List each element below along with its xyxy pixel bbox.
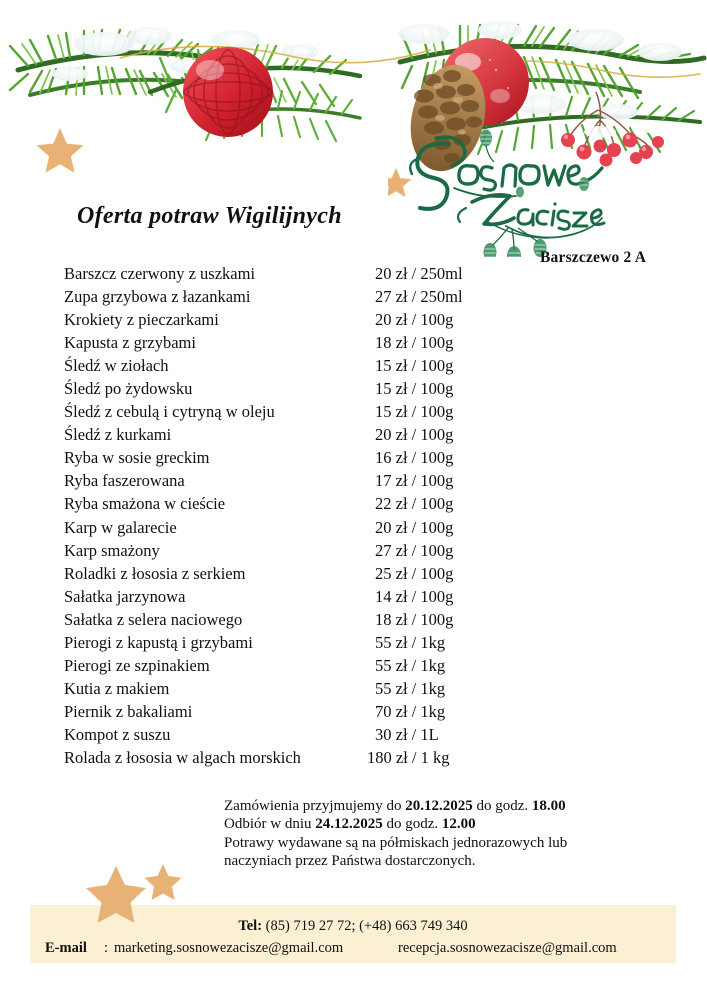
menu-item-price: 14 zł / 100g bbox=[375, 586, 454, 606]
tan-star-small bbox=[145, 864, 182, 900]
menu-item-price: 70 zł / 1kg bbox=[375, 701, 446, 721]
menu-item-price: 18 zł / 100g bbox=[375, 333, 454, 353]
tan-star-logo bbox=[388, 168, 411, 197]
menu-item-name: Śledź po żydowsku bbox=[64, 379, 193, 399]
email-label: E-mail bbox=[45, 940, 87, 956]
menu-item-price: 15 zł / 100g bbox=[375, 402, 454, 422]
menu-row bbox=[64, 541, 534, 564]
menu-list bbox=[64, 264, 534, 771]
menu-item-name: Sałatka z selera naciowego bbox=[64, 609, 243, 629]
email-colon: : bbox=[104, 940, 109, 956]
menu-item-name: Ryba smażona w cieście bbox=[64, 494, 226, 514]
menu-row bbox=[64, 264, 534, 287]
menu-item-price: 25 zł / 100g bbox=[375, 563, 454, 583]
menu-item-name: Sałatka jarzynowa bbox=[64, 586, 186, 606]
menu-item-price: 20 zł / 100g bbox=[375, 517, 454, 537]
menu-row bbox=[64, 725, 534, 748]
menu-item-name: Śledź z cebulą i cytryną w oleju bbox=[64, 402, 275, 422]
menu-row bbox=[64, 610, 534, 633]
menu-item-price: 27 zł / 100g bbox=[375, 540, 454, 560]
brand-logo bbox=[388, 122, 618, 257]
menu-item-price: 20 zł / 100g bbox=[375, 310, 454, 330]
pickup-time: 12.00 bbox=[441, 816, 476, 833]
menu-item-name: Kompot z suszu bbox=[64, 724, 171, 744]
menu-item-price: 55 zł / 1kg bbox=[375, 678, 446, 698]
menu-row bbox=[64, 633, 534, 656]
menu-item-name: Krokiety z pieczarkami bbox=[64, 310, 219, 330]
menu-item-name: Kapusta z grzybami bbox=[64, 333, 196, 353]
menu-row bbox=[64, 333, 534, 356]
menu-row bbox=[64, 494, 534, 517]
serving-note-line-2: naczyniach przez Państwa dostarczonych. bbox=[224, 852, 476, 869]
menu-item-name: Pierogi ze szpinakiem bbox=[64, 655, 210, 675]
menu-item-name: Ryba w sosie greckim bbox=[64, 448, 210, 468]
menu-row bbox=[64, 402, 534, 425]
telephone-line bbox=[30, 918, 676, 935]
menu-item-name: Ryba faszerowana bbox=[64, 471, 185, 491]
menu-item-name: Karp smażony bbox=[64, 540, 160, 560]
menu-row bbox=[64, 518, 534, 541]
email-marketing[interactable]: marketing.sosnowezacisze@gmail.com bbox=[114, 940, 344, 956]
menu-item-price: 30 zł / 1L bbox=[375, 724, 439, 744]
menu-item-price: 20 zł / 100g bbox=[375, 425, 454, 445]
order-deadline-date: 20.12.2025 bbox=[405, 798, 473, 814]
menu-row bbox=[64, 748, 534, 771]
menu-row bbox=[64, 679, 534, 702]
menu-item-name: Rolada z łososia w algach morskich bbox=[64, 747, 301, 767]
menu-item-price: 18 zł / 100g bbox=[375, 609, 454, 629]
menu-row bbox=[64, 287, 534, 310]
menu-row bbox=[64, 379, 534, 402]
menu-item-price: 20 zł / 250ml bbox=[375, 264, 463, 283]
address-text: Barszczewo 2 A bbox=[540, 249, 647, 266]
menu-row bbox=[64, 702, 534, 725]
menu-row bbox=[64, 310, 534, 333]
order-deadline-line: Zamówienia przyjmujemy do 20.12.2025 do godz. 18.00 bbox=[224, 798, 566, 814]
menu-item-name: Śledź w ziołach bbox=[64, 356, 169, 376]
menu-item-name: Roladki z łososia z serkiem bbox=[64, 563, 246, 583]
menu-item-price: 17 zł / 100g bbox=[375, 471, 454, 491]
pickup-date: 24.12.2025 bbox=[315, 816, 383, 833]
menu-row bbox=[64, 656, 534, 679]
menu-row bbox=[64, 587, 534, 610]
pickup-line: Odbiór w dniu 24.12.2025 do godz. 12.00 bbox=[224, 816, 476, 833]
red-ornament-left bbox=[183, 47, 273, 137]
menu-row bbox=[64, 448, 534, 471]
menu-item-price: 180 zł / 1 kg bbox=[367, 747, 450, 767]
menu-row bbox=[64, 356, 534, 379]
tel-numbers: (85) 719 27 72; (+48) 663 749 340 bbox=[262, 918, 468, 934]
menu-item-price: 16 zł / 100g bbox=[375, 448, 454, 468]
menu-item-price: 15 zł / 100g bbox=[375, 379, 454, 399]
menu-item-price: 27 zł / 250ml bbox=[375, 287, 463, 307]
page-title: Oferta potraw Wigilijnych bbox=[77, 203, 342, 229]
menu-item-name: Piernik z bakaliami bbox=[64, 701, 193, 721]
menu-row bbox=[64, 564, 534, 587]
menu-row bbox=[64, 425, 534, 448]
tel-label: Tel: bbox=[238, 918, 263, 934]
order-info-block bbox=[224, 797, 567, 870]
footer-contact bbox=[30, 905, 676, 963]
email-reception[interactable]: recepcja.sosnowezacisze@gmail.com bbox=[398, 940, 617, 956]
menu-item-name: Kutia z makiem bbox=[64, 678, 170, 698]
menu-item-price: 55 zł / 1kg bbox=[375, 655, 446, 675]
menu-item-name: Zupa grzybowa z łazankami bbox=[64, 287, 251, 307]
menu-item-price: 55 zł / 1kg bbox=[375, 632, 446, 652]
order-deadline-time: 18.00 bbox=[531, 798, 566, 814]
menu-row bbox=[64, 471, 534, 494]
menu-item-price: 15 zł / 100g bbox=[375, 356, 454, 376]
serving-note-line-1: Potrawy wydawane są na półmiskach jednorazowych lub bbox=[224, 834, 568, 851]
menu-item-name: Śledź z kurkami bbox=[64, 425, 172, 445]
menu-item-name: Pierogi z kapustą i grzybami bbox=[64, 632, 253, 652]
menu-item-name: Karp w galarecie bbox=[64, 517, 177, 537]
menu-item-price: 22 zł / 100g bbox=[375, 494, 454, 514]
menu-item-name: Barszcz czerwony z uszkami bbox=[64, 264, 256, 283]
